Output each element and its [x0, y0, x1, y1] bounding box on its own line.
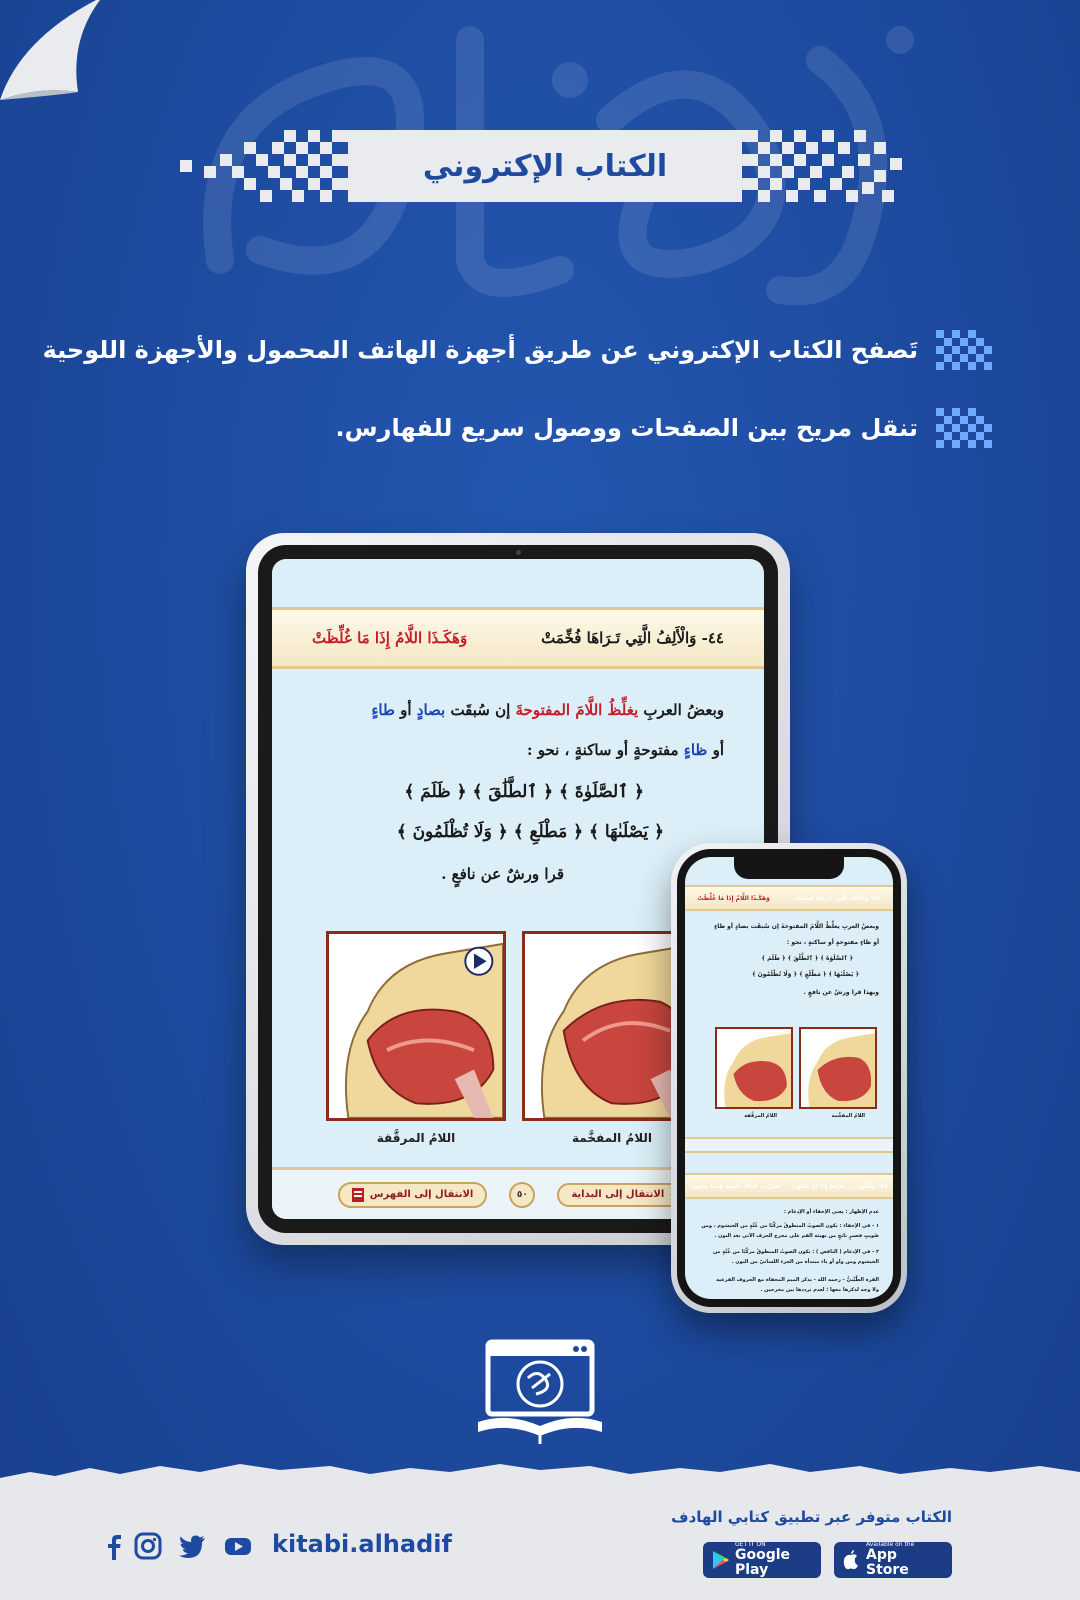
google-play-icon [711, 1550, 729, 1570]
text-line: ١ - في الإخفاء : يكون الصوتُ المنطوقُ مركَّبًا من غُنَّةٍ من الخيشوم ، ومن [701, 1223, 879, 1229]
verse-left: وَهَكَـذَا اللَّامُ إِذَا مَا غُلِّظَتْ [697, 894, 770, 902]
facebook-icon[interactable] [100, 1532, 128, 1560]
phone-notch [734, 857, 844, 879]
feature-item [335, 403, 992, 453]
feature-item [43, 325, 992, 375]
title-banner [348, 130, 742, 202]
verse-right: ٤٥- وَالنُّونَ ... صُرِّفَا إِذَا لَمْ يُظْهِرَا [791, 1182, 888, 1190]
text-line [371, 701, 724, 719]
text-segment: مفتوحةٍ أو ساكنةٍ ، نحو : [526, 741, 679, 759]
nav-label: الانتقال إلى الفهرس [369, 1189, 474, 1200]
pixel-bullet-icon [936, 330, 992, 370]
text-line: وبعضُ العربِ يغلِّظُ اللَّامَ المفتوحةَ إن سُبقَت بصادٍ أو طاءٍ [714, 923, 879, 930]
page-title: الكتاب الإكتروني [422, 148, 668, 184]
highlight-blue: طاءٍ [371, 701, 395, 719]
quran-examples: ﴿ ٱلصَّلَوٰةَ ﴾ ﴿ ٱلطَّلَٰقَ ﴾ ﴿ ظَلَمَ ﴾ [761, 955, 853, 962]
store-label [866, 1542, 944, 1577]
text-line: صُويتٍ قصيرٍ ناتجٍ من تهيئة الفم على مخرج الحرف الآتي بعد النون . [714, 1233, 879, 1239]
index-icon [352, 1188, 364, 1202]
anatomy-illustration [329, 934, 503, 1118]
highlight-red: يغلِّظُ اللَّامَ المفتوحةَ [515, 701, 639, 719]
feature-text: تنقل مريح بين الصفحات ووصول سريع للفهارس. [335, 414, 918, 442]
phone-bezel [677, 849, 901, 1307]
google-play-button[interactable] [703, 1542, 821, 1578]
mouth-diagram[interactable] [799, 1027, 877, 1109]
highlight-blue: بصادٍ [416, 701, 446, 719]
text-line: قرا ورشٌ عن نافعٍ . [441, 865, 564, 883]
nav-label: الانتقال إلى البداية [571, 1189, 665, 1200]
youtube-icon[interactable] [224, 1532, 252, 1560]
pixel-bullet-icon [936, 408, 992, 448]
store-big-text: Google Play [735, 1547, 791, 1578]
page-curl-decoration [0, 0, 100, 100]
diagram-caption: اللامُ المرقَّقة [376, 1131, 456, 1145]
go-to-index-button[interactable] [338, 1182, 488, 1208]
verse-left: وَهَكَـذَا اللَّامُ إِذَا مَا غُلِّظَتْ [312, 629, 468, 647]
feature-text: تَصفح الكتاب الإكتروني عن طريق أجهزة الهاتف المحمول والأجهزة اللوحية [42, 336, 918, 364]
page-number: ٥٠ [509, 1182, 535, 1208]
verse-band [685, 1173, 893, 1199]
highlight-blue: ظاءٍ [683, 741, 708, 759]
phone-mockup [671, 843, 907, 1313]
text-line: ٢ - في الإدغام ( الناقص ) : يكون الصوتُ المنطوقُ مركَّبًا من غُنَّةٍ من [712, 1249, 879, 1255]
verse-band [272, 607, 764, 669]
text-line [527, 741, 724, 759]
text-line: أو ظاءٍ مفتوحةٍ أو ساكنةٍ ، نحو : [786, 939, 879, 946]
book-navigation[interactable] [685, 1137, 893, 1153]
diagram-caption: اللامُ المرقَّقة [744, 1113, 777, 1119]
store-small-text: Available on the [866, 1541, 915, 1549]
footer [0, 1478, 1080, 1600]
quran-examples: ﴿ ٱلصَّلَوٰةَ ﴾ ﴿ ٱلطَّلَٰقَ ﴾ ﴿ ظَلَمَ ﴾ [404, 782, 644, 802]
availability-text: الكتاب متوفر عبر تطبيق كتابي الهادف [671, 1508, 952, 1526]
text-segment: أو [400, 701, 412, 719]
pixel-pattern-left [180, 130, 348, 202]
text-line: الخيشوم ومن واو أو ياء مبتدأة من الجزء اللسانيّ من النون . [731, 1259, 879, 1265]
text-segment: إن سُبقَت [450, 701, 511, 719]
text-line: وبهذا قرا ورشٌ عن نافعٍ . [803, 989, 879, 996]
mouth-diagram[interactable] [326, 931, 506, 1121]
quran-examples: ﴿ يَصْلَىٰهَا ﴾ ﴿ مَطْلَعِ ﴾ ﴿ وَلَا تُظْلَمُونَ ﴾ [396, 822, 664, 842]
store-small-text: GET IT ON [735, 1541, 766, 1549]
apple-icon [842, 1550, 860, 1570]
verse-right: ٤٤- وَالْأَلِفُ الَّتِي تَـرَاهَا فُخِّمَتْ [541, 629, 724, 647]
app-store-button[interactable] [834, 1542, 952, 1578]
social-handle[interactable]: kitabi.alhadif [272, 1530, 452, 1558]
anatomy-illustration [801, 1029, 875, 1107]
diagram-caption: اللامُ المفخَّمة [572, 1131, 652, 1145]
diagram-caption: اللامُ المفخَّمة [831, 1113, 865, 1119]
text-segment: وبعضُ العربِ [643, 701, 724, 719]
tablet-camera [516, 550, 521, 555]
verse-band [685, 885, 893, 911]
verse-left: فَتَنْ ... كَذَاكَ الْمِيمُ فِيمَا يَظْهَرَا [690, 1182, 781, 1190]
text-line: القرة الطَّيِّبيُّ - رحمه الله - يذكر الميم المخفاة مع الحروف الفرعية [716, 1277, 879, 1283]
mouth-diagram[interactable] [715, 1027, 793, 1109]
twitter-icon[interactable] [178, 1532, 206, 1560]
verse-right: ٤٤- وَالْأَلِفُ الَّتِي تَـرَاهَا فُخِّمَتْ [794, 894, 881, 902]
anatomy-illustration [717, 1029, 791, 1107]
quran-examples: ﴿ يَصْلَىٰهَا ﴾ ﴿ مَطْلَعِ ﴾ ﴿ وَلَا تُظْلَمُونَ ﴾ [752, 971, 859, 978]
store-big-text: App Store [866, 1547, 909, 1578]
text-line: ولا وجه لذكرها معها ؛ لعدم ترددها بين مخرجين . [760, 1287, 879, 1293]
instagram-icon[interactable] [134, 1532, 162, 1560]
store-label [735, 1542, 813, 1577]
phone-screen [685, 857, 893, 1299]
kitabi-logo [472, 1338, 608, 1446]
pixel-pattern-right [742, 130, 902, 202]
text-segment: أو [712, 741, 724, 759]
text-line: عدم الإظهار : يعني الإخفاء أو الإدغام : [783, 1209, 879, 1215]
